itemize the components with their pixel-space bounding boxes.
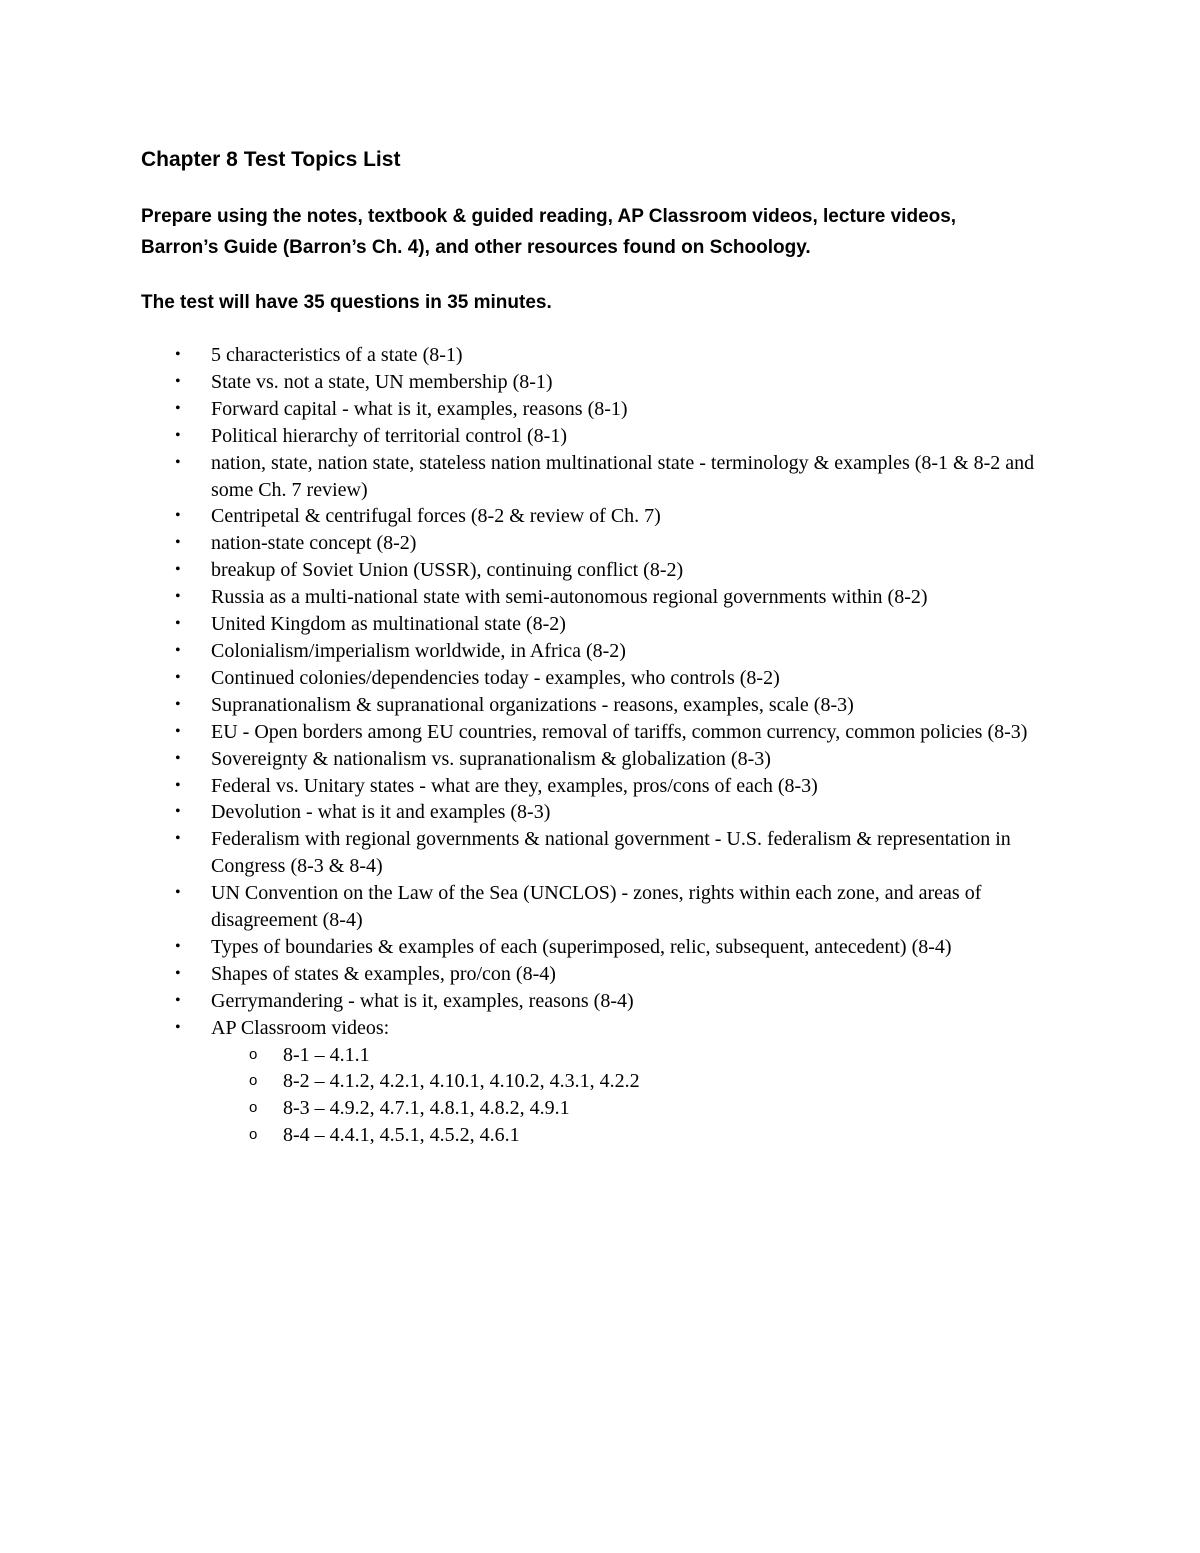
ap-video-item xyxy=(211,1068,1071,1095)
test-info: The test will have 35 questions in 35 minutes. xyxy=(141,292,552,313)
topic-text: Colonialism/imperialism worldwide, in Africa (8-2) xyxy=(211,639,626,662)
bullet-icon: • xyxy=(175,937,181,955)
bullet-icon: • xyxy=(175,964,181,982)
bullet-icon: • xyxy=(175,991,181,1009)
topic-text: Shapes of states & examples, pro/con (8-4) xyxy=(211,962,556,985)
ap-video-item xyxy=(211,1122,1071,1149)
bullet-icon: • xyxy=(175,453,181,471)
ap-video-text: 8-4 – 4.4.1, 4.5.1, 4.5.2, 4.6.1 xyxy=(283,1124,520,1147)
topic-text: Types of boundaries & examples of each (superimposed, relic, subsequent, antecedent) (8-4) xyxy=(211,935,952,958)
topic-text: Gerrymandering - what is it, examples, reasons (8-4) xyxy=(211,989,634,1012)
circle-bullet-icon: o xyxy=(249,1126,258,1144)
topic-item xyxy=(141,826,1071,880)
topic-item xyxy=(141,961,1071,988)
bullet-icon: • xyxy=(175,695,181,713)
topic-text: Federal vs. Unitary states - what are they, examples, pros/cons of each (8-3) xyxy=(211,774,818,797)
topic-item xyxy=(141,880,1071,934)
bullet-icon: • xyxy=(175,426,181,444)
bullet-icon: • xyxy=(175,534,181,552)
circle-bullet-icon: o xyxy=(249,1099,258,1117)
ap-video-item xyxy=(211,1095,1071,1122)
topic-text: Political hierarchy of territorial control (8-1) xyxy=(211,424,567,447)
intro-line-2: Barron’s Guide (Barron’s Ch. 4), and other resources found on Schoology. xyxy=(141,237,811,258)
topic-text: Forward capital - what is it, examples, reasons (8-1) xyxy=(211,397,628,420)
bullet-icon: • xyxy=(175,884,181,902)
topic-item xyxy=(141,396,1071,423)
topic-text: Federalism with regional governments & national government - U.S. federalism & representation in Congress (8-3 & 8-4) xyxy=(211,828,1011,878)
topic-text: nation-state concept (8-2) xyxy=(211,532,417,555)
topic-item xyxy=(141,773,1071,800)
bullet-icon: • xyxy=(175,830,181,848)
topic-item xyxy=(141,746,1071,773)
topic-text: Russia as a multi-national state with semi-autonomous regional governments within (8-2) xyxy=(211,586,928,609)
topic-item xyxy=(141,719,1071,746)
topic-text: nation, state, nation state, stateless nation multinational state - terminology & examples (8-1 & 8-2 and some Ch. 7 review) xyxy=(211,451,1035,501)
circle-bullet-icon: o xyxy=(249,1045,258,1063)
bullet-icon: • xyxy=(175,372,181,390)
intro-line-1: Prepare using the notes, textbook & guided reading, AP Classroom videos, lecture videos, xyxy=(141,206,957,227)
circle-bullet-icon: o xyxy=(249,1072,258,1090)
bullet-icon: • xyxy=(175,641,181,659)
bullet-icon: • xyxy=(175,749,181,767)
intro-paragraph xyxy=(141,201,1071,263)
topic-text: United Kingdom as multinational state (8-2) xyxy=(211,613,566,636)
topic-text: breakup of Soviet Union (USSR), continuing conflict (8-2) xyxy=(211,559,684,582)
ap-video-item xyxy=(211,1042,1071,1069)
topic-text: Centripetal & centrifugal forces (8-2 & review of Ch. 7) xyxy=(211,505,661,528)
topic-text: UN Convention on the Law of the Sea (UNCLOS) - zones, rights within each zone, and areas of disagreement (8-4) xyxy=(211,882,982,932)
page-title: Chapter 8 Test Topics List xyxy=(141,148,401,171)
topic-item xyxy=(141,342,1071,369)
topic-item xyxy=(141,530,1071,557)
topic-item xyxy=(141,988,1071,1015)
topic-text: State vs. not a state, UN membership (8-1) xyxy=(211,370,553,393)
ap-video-text: 8-2 – 4.1.2, 4.2.1, 4.10.1, 4.10.2, 4.3.1, 4.2.2 xyxy=(283,1070,640,1093)
topic-text: Devolution - what is it and examples (8-3) xyxy=(211,801,551,824)
ap-videos-list xyxy=(211,1042,1071,1150)
bullet-icon: • xyxy=(175,1018,181,1036)
topic-item xyxy=(141,450,1071,504)
bullet-icon: • xyxy=(175,399,181,417)
bullet-icon: • xyxy=(175,722,181,740)
ap-video-text: 8-3 – 4.9.2, 4.7.1, 4.8.1, 4.8.2, 4.9.1 xyxy=(283,1097,570,1120)
bullet-icon: • xyxy=(175,615,181,633)
topic-item xyxy=(141,665,1071,692)
bullet-icon: • xyxy=(175,346,181,363)
topic-item xyxy=(141,934,1071,961)
topic-text: Supranationalism & supranational organizations - reasons, examples, scale (8-3) xyxy=(211,693,854,716)
bullet-icon: • xyxy=(175,668,181,686)
topic-item xyxy=(141,503,1071,530)
topic-item xyxy=(141,584,1071,611)
topic-text: Continued colonies/dependencies today - examples, who controls (8-2) xyxy=(211,666,780,689)
topic-item xyxy=(141,557,1071,584)
topic-item xyxy=(141,799,1071,826)
topic-text: 5 characteristics of a state (8-1) xyxy=(211,344,463,366)
bullet-icon: • xyxy=(175,507,181,525)
topic-text: Sovereignty & nationalism vs. supranationalism & globalization (8-3) xyxy=(211,747,771,770)
document-content xyxy=(141,144,1071,1149)
topic-item-ap-videos xyxy=(141,1015,1071,1150)
bullet-icon: • xyxy=(175,803,181,821)
bullet-icon: • xyxy=(175,561,181,579)
ap-video-text: 8-1 – 4.1.1 xyxy=(283,1043,370,1066)
topic-item xyxy=(141,611,1071,638)
topic-item xyxy=(141,423,1071,450)
topic-text: EU - Open borders among EU countries, removal of tariffs, common currency, common policies (8-3) xyxy=(211,720,1028,743)
topic-item xyxy=(141,638,1071,665)
topics-list xyxy=(141,342,1071,1149)
bullet-icon: • xyxy=(175,588,181,606)
bullet-icon: • xyxy=(175,776,181,794)
topic-item xyxy=(141,692,1071,719)
topic-item xyxy=(141,369,1071,396)
topic-text: AP Classroom videos: xyxy=(211,1016,390,1039)
